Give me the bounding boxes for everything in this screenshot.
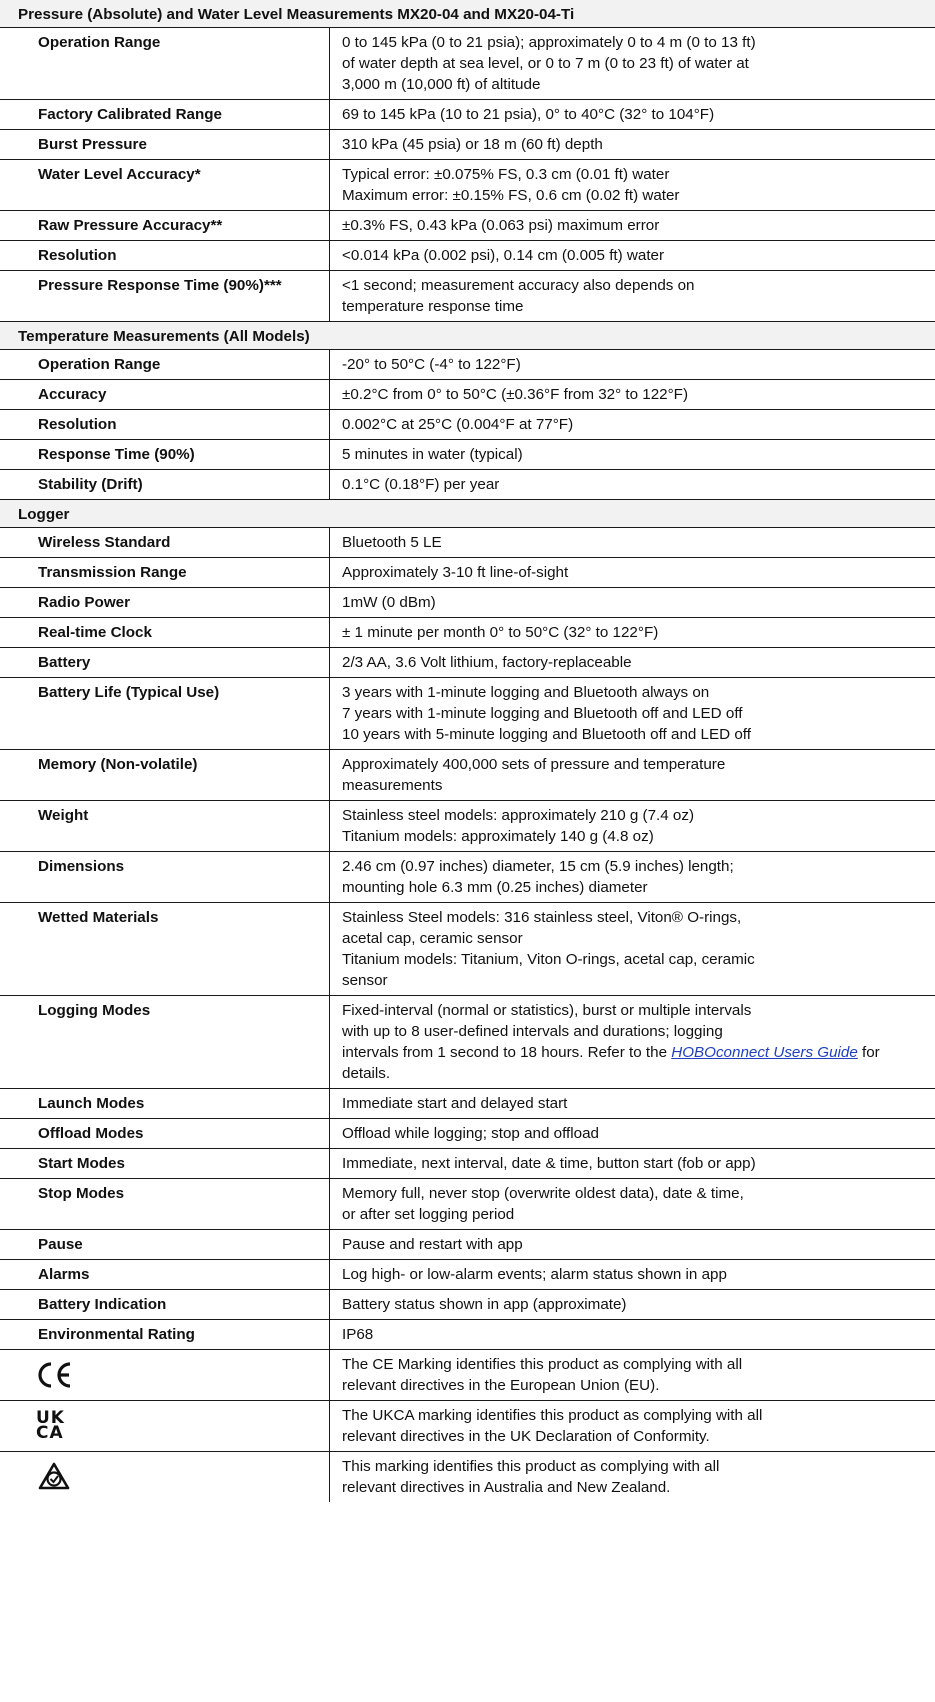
spec-value	[329, 1230, 935, 1259]
spec-value	[329, 1179, 935, 1229]
spec-value-line: <1 second; measurement accuracy also depends on	[342, 277, 695, 294]
spec-value-line: 0 to 145 kPa (0 to 21 psia); approximately 0 to 4 m (0 to 13 ft)	[342, 34, 756, 51]
spec-row	[0, 1119, 935, 1149]
spec-value	[329, 1119, 935, 1148]
spec-label: Raw Pressure Accuracy**	[38, 217, 223, 234]
spec-row	[0, 618, 935, 648]
spec-value	[329, 801, 935, 851]
spec-value	[329, 903, 935, 995]
spec-value-line: Stainless steel models: approximately 210 g (7.4 oz)	[342, 807, 695, 824]
spec-value	[329, 100, 935, 129]
spec-label: Start Modes	[38, 1155, 125, 1172]
spec-label: Burst Pressure	[38, 136, 147, 153]
spec-row	[0, 588, 935, 618]
compliance-text	[329, 1452, 935, 1502]
spec-value	[329, 852, 935, 902]
spec-value	[329, 130, 935, 159]
spec-value	[329, 410, 935, 439]
ce-mark-icon	[0, 1350, 329, 1400]
spec-label: Factory Calibrated Range	[38, 106, 222, 123]
spec-row	[0, 380, 935, 410]
spec-value	[329, 211, 935, 240]
spec-row	[0, 1320, 935, 1350]
spec-row	[0, 801, 935, 852]
spec-row	[0, 558, 935, 588]
spec-value-line: Bluetooth 5 LE	[342, 534, 442, 551]
spec-row	[0, 100, 935, 130]
spec-value-line: temperature response time	[342, 298, 524, 315]
spec-row	[0, 410, 935, 440]
spec-value-line: Titanium models: Titanium, Viton O-rings, acetal cap, ceramic	[342, 951, 755, 968]
spec-value-line: Fixed-interval (normal or statistics), burst or multiple intervals	[342, 1002, 752, 1019]
spec-label: Transmission Range	[38, 564, 187, 581]
section-header: Pressure (Absolute) and Water Level Measurements MX20-04 and MX20-04-Ti	[0, 0, 935, 28]
spec-label: Environmental Rating	[38, 1326, 195, 1343]
spec-value	[329, 350, 935, 379]
spec-value-line: Immediate start and delayed start	[342, 1095, 568, 1112]
spec-row	[0, 678, 935, 750]
spec-value-line: with up to 8 user-defined intervals and durations; logging	[342, 1023, 723, 1040]
rcm-mark-icon	[0, 1452, 329, 1502]
spec-label: Dimensions	[38, 858, 125, 875]
spec-row	[0, 1260, 935, 1290]
spec-label: Response Time (90%)	[38, 446, 195, 463]
section-header: Logger	[0, 500, 935, 528]
spec-row	[0, 241, 935, 271]
spec-value-line: -20° to 50°C (-4° to 122°F)	[342, 356, 521, 373]
spec-value-line: ± 1 minute per month 0° to 50°C (32° to 122°F)	[342, 624, 659, 641]
spec-label: Logging Modes	[38, 1002, 151, 1019]
spec-value	[329, 1089, 935, 1118]
compliance-row	[0, 1350, 935, 1401]
spec-value	[329, 648, 935, 677]
spec-value-line: 2.46 cm (0.97 inches) diameter, 15 cm (5.9 inches) length;	[342, 858, 734, 875]
spec-value-line: 10 years with 5-minute logging and Bluetooth off and LED off	[342, 726, 751, 743]
spec-value	[329, 241, 935, 270]
spec-label: Resolution	[38, 247, 117, 264]
spec-value	[329, 618, 935, 647]
compliance-text-line: The UKCA marking identifies this product as complying with all	[342, 1407, 763, 1424]
spec-value-line: Approximately 400,000 sets of pressure and temperature	[342, 756, 726, 773]
spec-label: Alarms	[38, 1266, 90, 1283]
spec-value-line: mounting hole 6.3 mm (0.25 inches) diameter	[342, 879, 648, 896]
spec-row	[0, 130, 935, 160]
spec-value	[329, 678, 935, 749]
spec-row	[0, 440, 935, 470]
spec-row	[0, 852, 935, 903]
spec-value-line: 0.1°C (0.18°F) per year	[342, 476, 500, 493]
spec-value	[329, 588, 935, 617]
spec-value-line: ±0.2°C from 0° to 50°C (±0.36°F from 32° to 122°F)	[342, 386, 689, 403]
hoboconnect-users-guide-link[interactable]: HOBOconnect Users Guide	[671, 1044, 858, 1061]
compliance-text-line: relevant directives in the UK Declaration of Conformity.	[342, 1428, 710, 1445]
spec-value-line: Approximately 3-10 ft line-of-sight	[342, 564, 569, 581]
spec-value	[329, 271, 935, 321]
compliance-text	[329, 1401, 935, 1451]
spec-label: Radio Power	[38, 594, 130, 611]
spec-value-line: Pause and restart with app	[342, 1236, 523, 1253]
spec-value-line: Log high- or low-alarm events; alarm status shown in app	[342, 1266, 727, 1283]
spec-row	[0, 1149, 935, 1179]
spec-value	[329, 28, 935, 99]
spec-label: Resolution	[38, 416, 117, 433]
spec-value-line: Maximum error: ±0.15% FS, 0.6 cm (0.02 ft) water	[342, 187, 680, 204]
spec-label: Stability (Drift)	[38, 476, 143, 493]
spec-value-line: Offload while logging; stop and offload	[342, 1125, 599, 1142]
spec-value-line: 2/3 AA, 3.6 Volt lithium, factory-replaceable	[342, 654, 632, 671]
spec-row	[0, 1290, 935, 1320]
spec-row	[0, 528, 935, 558]
spec-label: Offload Modes	[38, 1125, 144, 1142]
spec-label: Real-time Clock	[38, 624, 152, 641]
spec-value-line: 3,000 m (10,000 ft) of altitude	[342, 76, 541, 93]
spec-value-line: <0.014 kPa (0.002 psi), 0.14 cm (0.005 ft) water	[342, 247, 665, 264]
spec-row	[0, 648, 935, 678]
spec-value	[329, 470, 935, 499]
spec-row	[0, 996, 935, 1089]
spec-value-line: 1mW (0 dBm)	[342, 594, 436, 611]
spec-label: Pressure Response Time (90%)***	[38, 277, 282, 294]
compliance-row	[0, 1401, 935, 1452]
spec-label: Wetted Materials	[38, 909, 159, 926]
spec-label: Battery Indication	[38, 1296, 167, 1313]
spec-row	[0, 1089, 935, 1119]
spec-value-line: Immediate, next interval, date & time, button start (fob or app)	[342, 1155, 756, 1172]
spec-value-line: of water depth at sea level, or 0 to 7 m (0 to 23 ft) of water at	[342, 55, 749, 72]
spec-value-line: measurements	[342, 777, 443, 794]
spec-label: Memory (Non-volatile)	[38, 756, 198, 773]
compliance-text-line: relevant directives in Australia and New Zealand.	[342, 1479, 671, 1496]
spec-value-line: or after set logging period	[342, 1206, 515, 1223]
ukca-mark-text-bottom: CA	[36, 1423, 64, 1443]
compliance-text-line: relevant directives in the European Union (EU).	[342, 1377, 660, 1394]
spec-value	[329, 1320, 935, 1349]
ukca-mark-text-top: UK	[36, 1408, 65, 1428]
spec-value-line: 3 years with 1-minute logging and Bluetooth always on	[342, 684, 710, 701]
spec-row	[0, 1179, 935, 1230]
ukca-mark-icon	[0, 1401, 329, 1451]
spec-value	[329, 1290, 935, 1319]
spec-row	[0, 470, 935, 500]
spec-label: Wireless Standard	[38, 534, 171, 551]
spec-row	[0, 750, 935, 801]
spec-label: Stop Modes	[38, 1185, 125, 1202]
spec-value	[329, 750, 935, 800]
spec-label: Operation Range	[38, 356, 161, 373]
spec-row	[0, 350, 935, 380]
spec-value	[329, 558, 935, 587]
spec-row	[0, 28, 935, 100]
section-header: Temperature Measurements (All Models)	[0, 322, 935, 350]
spec-label: Battery	[38, 654, 91, 671]
spec-value-line: acetal cap, ceramic sensor	[342, 930, 523, 947]
spec-value	[329, 1260, 935, 1289]
spec-value-line: 5 minutes in water (typical)	[342, 446, 523, 463]
spec-value	[329, 996, 935, 1088]
spec-value-line: 69 to 145 kPa (10 to 21 psia), 0° to 40°C (32° to 104°F)	[342, 106, 715, 123]
spec-value-line: Battery status shown in app (approximate)	[342, 1296, 627, 1313]
compliance-text-line: This marking identifies this product as complying with all	[342, 1458, 720, 1475]
spec-value-line: Stainless Steel models: 316 stainless steel, Viton® O-rings,	[342, 909, 742, 926]
spec-label: Operation Range	[38, 34, 161, 51]
spec-value-line: 0.002°C at 25°C (0.004°F at 77°F)	[342, 416, 574, 433]
spec-row	[0, 271, 935, 322]
spec-label: Battery Life (Typical Use)	[38, 684, 220, 701]
spec-value	[329, 528, 935, 557]
spec-value-line: Typical error: ±0.075% FS, 0.3 cm (0.01 ft) water	[342, 166, 670, 183]
spec-row	[0, 160, 935, 211]
spec-value-line: IP68	[342, 1326, 374, 1343]
spec-label: Weight	[38, 807, 89, 824]
spec-label: Pause	[38, 1236, 83, 1253]
spec-value-line: ±0.3% FS, 0.43 kPa (0.063 psi) maximum error	[342, 217, 660, 234]
spec-value-line: Titanium models: approximately 140 g (4.8 oz)	[342, 828, 654, 845]
spec-row	[0, 211, 935, 241]
spec-value	[329, 160, 935, 210]
spec-row	[0, 903, 935, 996]
spec-value	[329, 440, 935, 469]
spec-value-line: 310 kPa (45 psia) or 18 m (60 ft) depth	[342, 136, 603, 153]
compliance-text-line: The CE Marking identifies this product as complying with all	[342, 1356, 743, 1373]
compliance-row	[0, 1452, 935, 1502]
spec-label: Accuracy	[38, 386, 107, 403]
spec-label: Launch Modes	[38, 1095, 145, 1112]
spec-value-line: 7 years with 1-minute logging and Bluetooth off and LED off	[342, 705, 743, 722]
spec-value-line: Memory full, never stop (overwrite oldest data), date & time,	[342, 1185, 744, 1202]
spec-label: Water Level Accuracy*	[38, 166, 201, 183]
compliance-text	[329, 1350, 935, 1400]
spec-value	[329, 1149, 935, 1178]
spec-value	[329, 380, 935, 409]
spec-row	[0, 1230, 935, 1260]
spec-value-line: intervals from 1 second to 18 hours. Refer to the HOBOconnect Users Guide for details.	[342, 1044, 880, 1082]
spec-value-line: sensor	[342, 972, 388, 989]
